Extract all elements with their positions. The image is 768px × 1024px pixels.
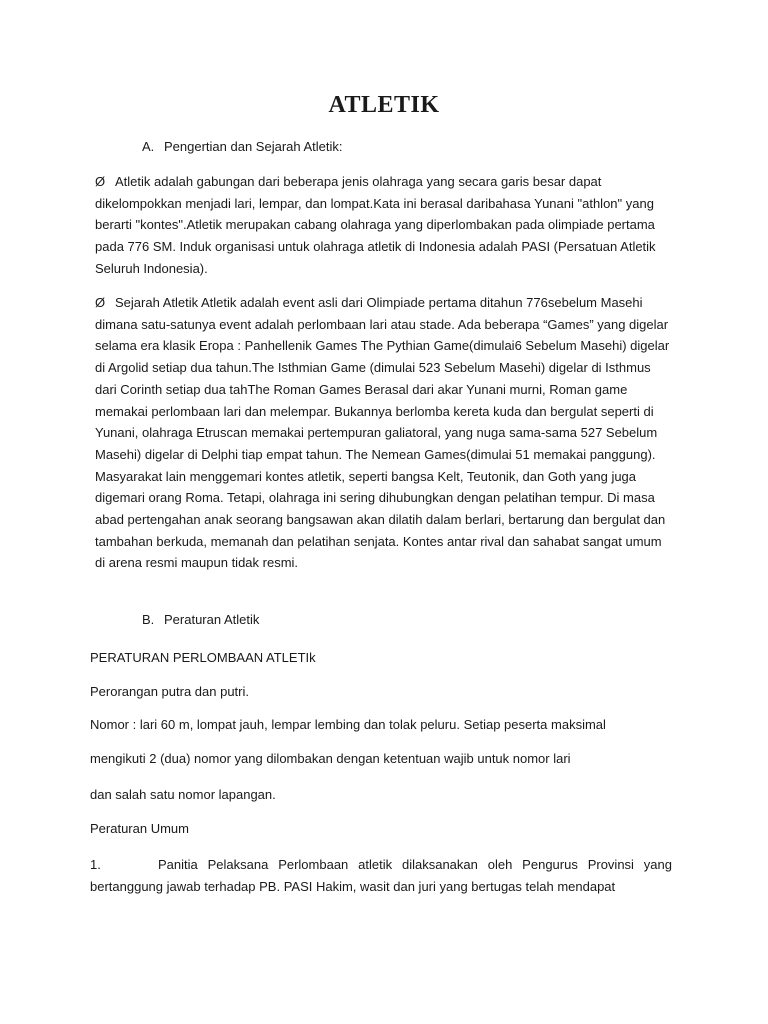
numbered-item-1 [90, 854, 672, 898]
general-rules-heading: Peraturan Umum [90, 821, 189, 836]
paragraph-history-text: Sejarah Atletik Atletik adalah event asli dari Olimpiade pertama ditahun 776sebelum Masehi dimana satu-satunya event adalah perlombaan lari atau stade. Ada beberapa “Games” yang digelar selama era klasik Eropa : Panhellenik Games The Pythian Game(dimulai6 Sebelum Masehi) digelar di Argolid setiap dua tahun.The Isthmian Game (dimulai 523 Sebelum Masehi) digelar di Isthmus dari Corinth setiap dua tahThe Roman Games Berasal dari akar Yunani murni, Roman game memakai perlombaan lari dan melempar. Bukannya berlomba kereta kuda dan bergulat seperti di Yunani, olahraga Etruscan memakai pertempuran galiatoral, yang nuga sama-sama 527 Sebelum Masehi) digelar di Delphi tiap empat tahun. The Nemean Games(dimulai 51 memakai panggung). Masyarakat lain menggemari kontes atletik, seperti bangsa Kelt, Teutonik, dan Goth yang juga digemari orang Roma. Tetapi, olahraga ini sering dihubungkan dengan pelatihan tempur. Di masa abad pertengahan anak seorang bangsawan akan dilatih dalam berlari, bertarung dan bergulat dan tambahan berkuda, memanah dan pelatihan senjata. Kontes antar rival dan sahabat sangat umum di arena resmi maupun tidak resmi. [95, 295, 670, 571]
paragraph-history [95, 292, 675, 574]
bullet-icon: Ø [95, 174, 106, 189]
rules-line-participants: Perorangan putra dan putri. [90, 684, 249, 699]
item-number: 1. [90, 857, 101, 872]
paragraph-definition [95, 171, 675, 280]
item-1-text: Panitia Pelaksana Perlombaan atletik dilaksanakan oleh Pengurus Provinsi yang bertanggung jawab terhadap PB. PASI Hakim, wasit dan juri yang bertugas telah mendapat [90, 857, 672, 894]
section-a-heading [142, 139, 343, 154]
paragraph-definition-text: Atletik adalah gabungan dari beberapa jenis olahraga yang secara garis besar dapat dikelompokkan menjadi lari, lempar, dan lompat.Kata ini berasal daribahasa Yunani "athlon" yang berarti "kontes".Atletik merupakan cabang olahraga yang diperlombakan pada olimpiade pertama pada 776 SM. Induk organisasi untuk olahraga atletik di Indonesia adalah PASI (Persatuan Atletik Seluruh Indonesia). [95, 174, 656, 276]
document-title: ATLETIK [328, 92, 440, 118]
rules-line-events: Nomor : lari 60 m, lompat jauh, lempar lembing dan tolak peluru. Setiap peserta maksimal [90, 717, 606, 732]
section-a-title: Pengertian dan Sejarah Atletik: [164, 139, 343, 154]
rules-line-field: dan salah satu nomor lapangan. [90, 787, 276, 802]
section-b-letter: B. [142, 612, 155, 627]
rules-title: PERATURAN PERLOMBAAN ATLETIk [90, 650, 316, 665]
section-b-title: Peraturan Atletik [164, 612, 260, 627]
rules-line-events-cont: mengikuti 2 (dua) nomor yang dilombakan dengan ketentuan wajib untuk nomor lari [90, 751, 571, 766]
section-a-letter: A. [142, 139, 155, 154]
section-b-heading [142, 612, 259, 627]
bullet-icon: Ø [95, 295, 106, 310]
